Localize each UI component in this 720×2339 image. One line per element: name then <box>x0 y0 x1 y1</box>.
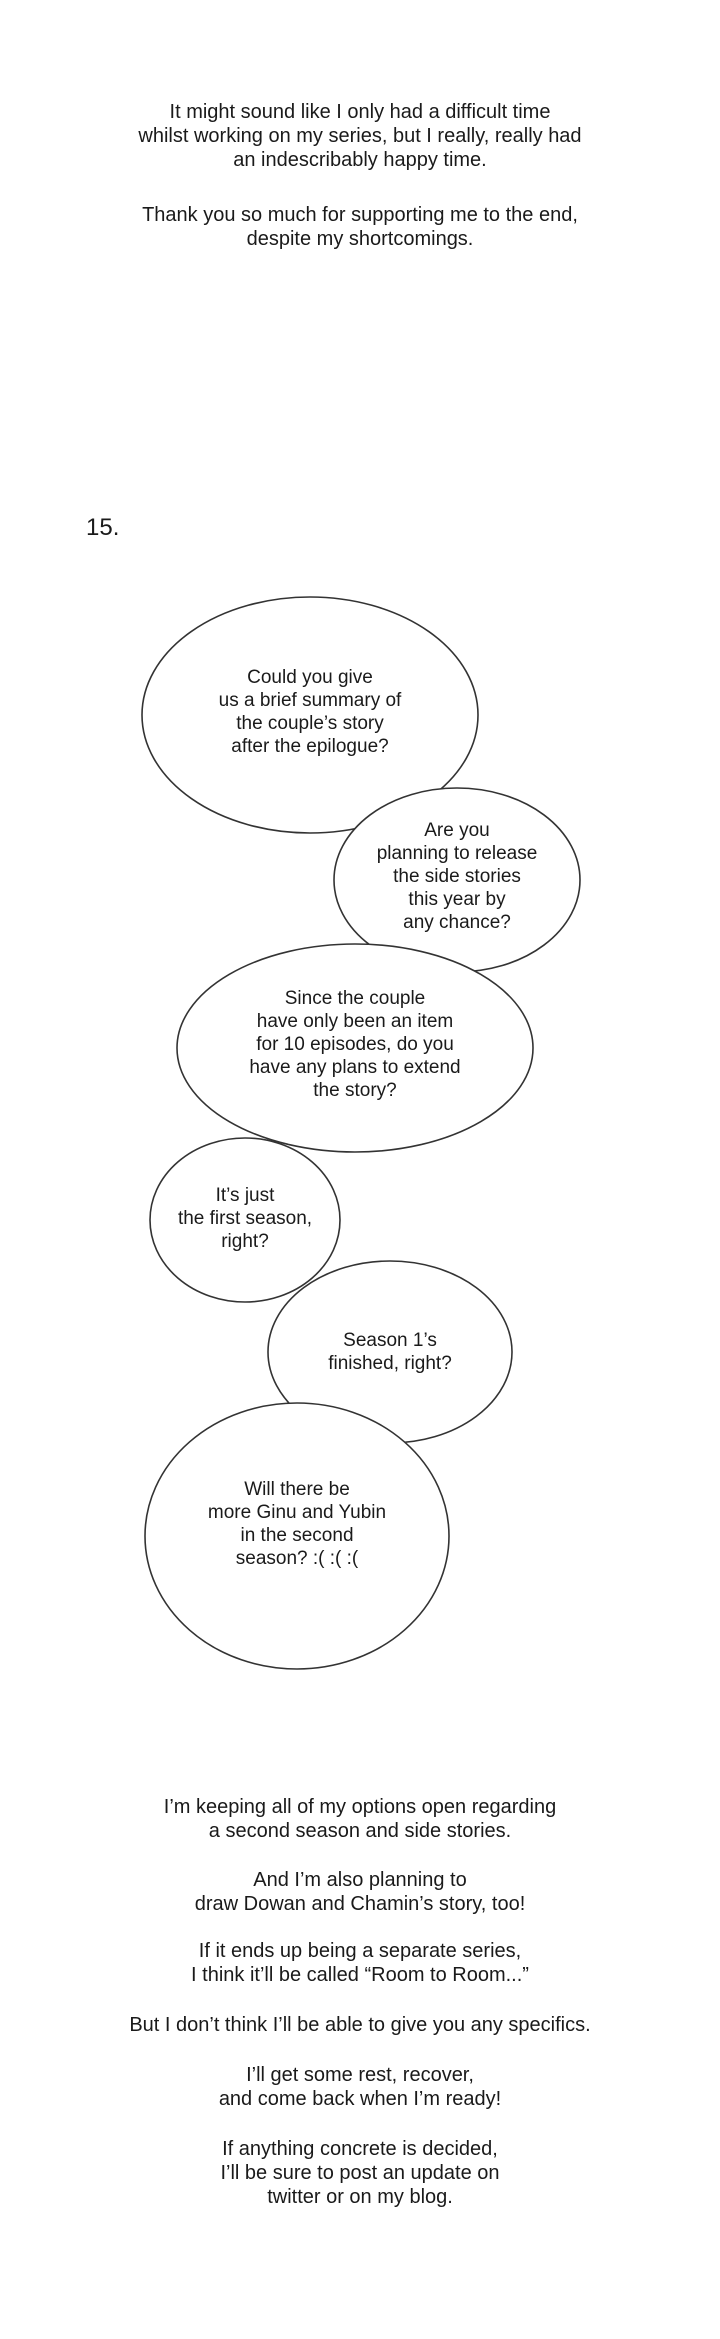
bubble-text-1 <box>172 666 448 758</box>
answer-paragraph-1 <box>0 1795 720 1843</box>
bubble-line: any chance? <box>403 912 511 933</box>
answer-line: If anything concrete is decided, <box>222 2138 498 2160</box>
bubble-text-3 <box>205 987 505 1102</box>
answer-paragraph-4 <box>0 2013 720 2037</box>
bubble-line: the story? <box>313 1080 397 1101</box>
bubble-text-4 <box>160 1184 330 1253</box>
answer-paragraph-2 <box>0 1868 720 1916</box>
answer-paragraph-3 <box>0 1939 720 1987</box>
bubble-line: us a brief summary of <box>218 690 402 711</box>
bubble-line: more Ginu and Yubin <box>207 1502 387 1523</box>
bubble-line: Season 1’s <box>343 1330 437 1351</box>
bubble-text-6 <box>162 1478 432 1570</box>
bubble-line: planning to release <box>376 843 538 864</box>
intro-line: whilst working on my series, but I really, really had <box>138 125 582 147</box>
bubble-line: Since the couple <box>284 988 426 1009</box>
answer-line: But I don’t think I’ll be able to give you any specifics. <box>129 2014 591 2036</box>
bubble-line: after the epilogue? <box>231 736 389 757</box>
answer-line: and come back when I’m ready! <box>218 2088 502 2110</box>
answer-line: I’m keeping all of my options open regarding <box>163 1796 557 1818</box>
bubble-line: for 10 episodes, do you <box>256 1034 454 1055</box>
answer-line: twitter or on my blog. <box>267 2186 453 2208</box>
answer-line: If it ends up being a separate series, <box>198 1940 522 1962</box>
bubble-line: the couple’s story <box>236 713 384 734</box>
answer-line: a second season and side stories. <box>208 1820 512 1842</box>
intro-line: an indescribably happy time. <box>233 149 487 171</box>
bubble-line: this year by <box>408 889 506 910</box>
bubble-line: Are you <box>424 820 490 841</box>
bubble-line: have only been an item <box>256 1011 454 1032</box>
bubble-line: Will there be <box>244 1479 350 1500</box>
bubble-line: Could you give <box>247 667 373 688</box>
bubble-text-2 <box>357 819 557 934</box>
answer-paragraph-5 <box>0 2063 720 2111</box>
bubble-line: have any plans to extend <box>249 1057 461 1078</box>
bubble-line: the first season, <box>177 1208 313 1229</box>
bubble-line: season? :( :( :( <box>235 1548 359 1569</box>
bubble-line: in the second <box>240 1525 354 1546</box>
bubble-line: the side stories <box>393 866 521 887</box>
answer-line: I’ll get some rest, recover, <box>246 2064 474 2086</box>
section-number: 15. <box>86 514 120 541</box>
bubble-line: It’s just <box>215 1185 275 1206</box>
answer-line: I’ll be sure to post an update on <box>220 2162 500 2184</box>
answer-paragraph-6 <box>0 2137 720 2209</box>
answer-line: draw Dowan and Chamin’s story, too! <box>194 1893 526 1915</box>
intro-line: It might sound like I only had a difficult time <box>169 101 551 123</box>
answer-line: I think it’ll be called “Room to Room...” <box>191 1964 529 1986</box>
intro-line: despite my shortcomings. <box>246 228 474 250</box>
answer-line: And I’m also planning to <box>253 1869 467 1891</box>
intro-line: Thank you so much for supporting me to the end, <box>142 204 578 226</box>
bubble-line: right? <box>221 1231 269 1252</box>
bubble-text-5 <box>300 1329 480 1375</box>
bubble-line: finished, right? <box>328 1353 452 1374</box>
